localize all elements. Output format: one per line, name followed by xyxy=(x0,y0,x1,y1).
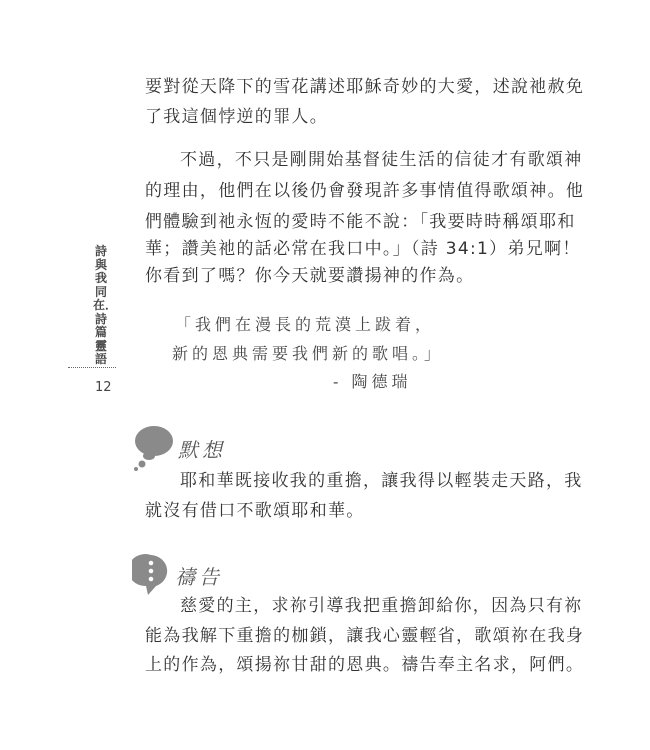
thought-bubble-icon xyxy=(132,424,177,474)
paragraph-line: 們體驗到祂永恆的愛時不能不說：「我要時時稱頌耶和 xyxy=(145,212,576,232)
running-head-title: 詩與我同在．詩篇靈語 xyxy=(93,244,118,366)
divider xyxy=(68,367,116,368)
paragraph-line: 華；讚美祂的話必常在我口中。」（詩 34:1）弟兄啊！ xyxy=(145,239,581,259)
paragraph-line: 的理由，他們在以後仍會發現許多事情值得歌頌神。他 xyxy=(145,181,585,201)
quote-line: 新的恩典需要我們新的歌唱。」 xyxy=(172,344,445,363)
prayer-heading: 禱告 xyxy=(175,565,223,589)
paragraph-line: 不過，不只是剛開始基督徒生活的信徒才有歌頌神 xyxy=(180,150,583,170)
meditation-heading: 默想 xyxy=(178,438,226,462)
page-number: 12 xyxy=(95,380,112,395)
paragraph-line: 耶和華既接收我的重擔，讓我得以輕裝走天路，我 xyxy=(180,471,583,491)
paragraph-line: 慈愛的主，求祢引導我把重擔卸給你，因為只有祢 xyxy=(180,596,583,616)
paragraph-line: 了我這個悖逆的罪人。 xyxy=(145,107,328,127)
paragraph-line: 你看到了嗎？你今天就要讚揚神的作為。 xyxy=(145,266,475,286)
speech-bubble-icon xyxy=(132,553,172,598)
paragraph-line: 能為我解下重擔的枷鎖，讓我心靈輕省，歌頌祢在我身 xyxy=(145,626,585,646)
quote-line: 「我們在漫長的荒漠上跋着， xyxy=(175,315,436,334)
quote-author: - 陶德瑞 xyxy=(333,372,412,391)
paragraph-line: 要對從天降下的雪花講述耶穌奇妙的大愛，述說祂赦免 xyxy=(145,77,585,97)
paragraph-line: 就沒有借口不歌頌耶和華。 xyxy=(145,501,365,521)
paragraph-line: 上的作為，頌揚祢甘甜的恩典。禱告奉主名求，阿們。 xyxy=(145,655,585,675)
